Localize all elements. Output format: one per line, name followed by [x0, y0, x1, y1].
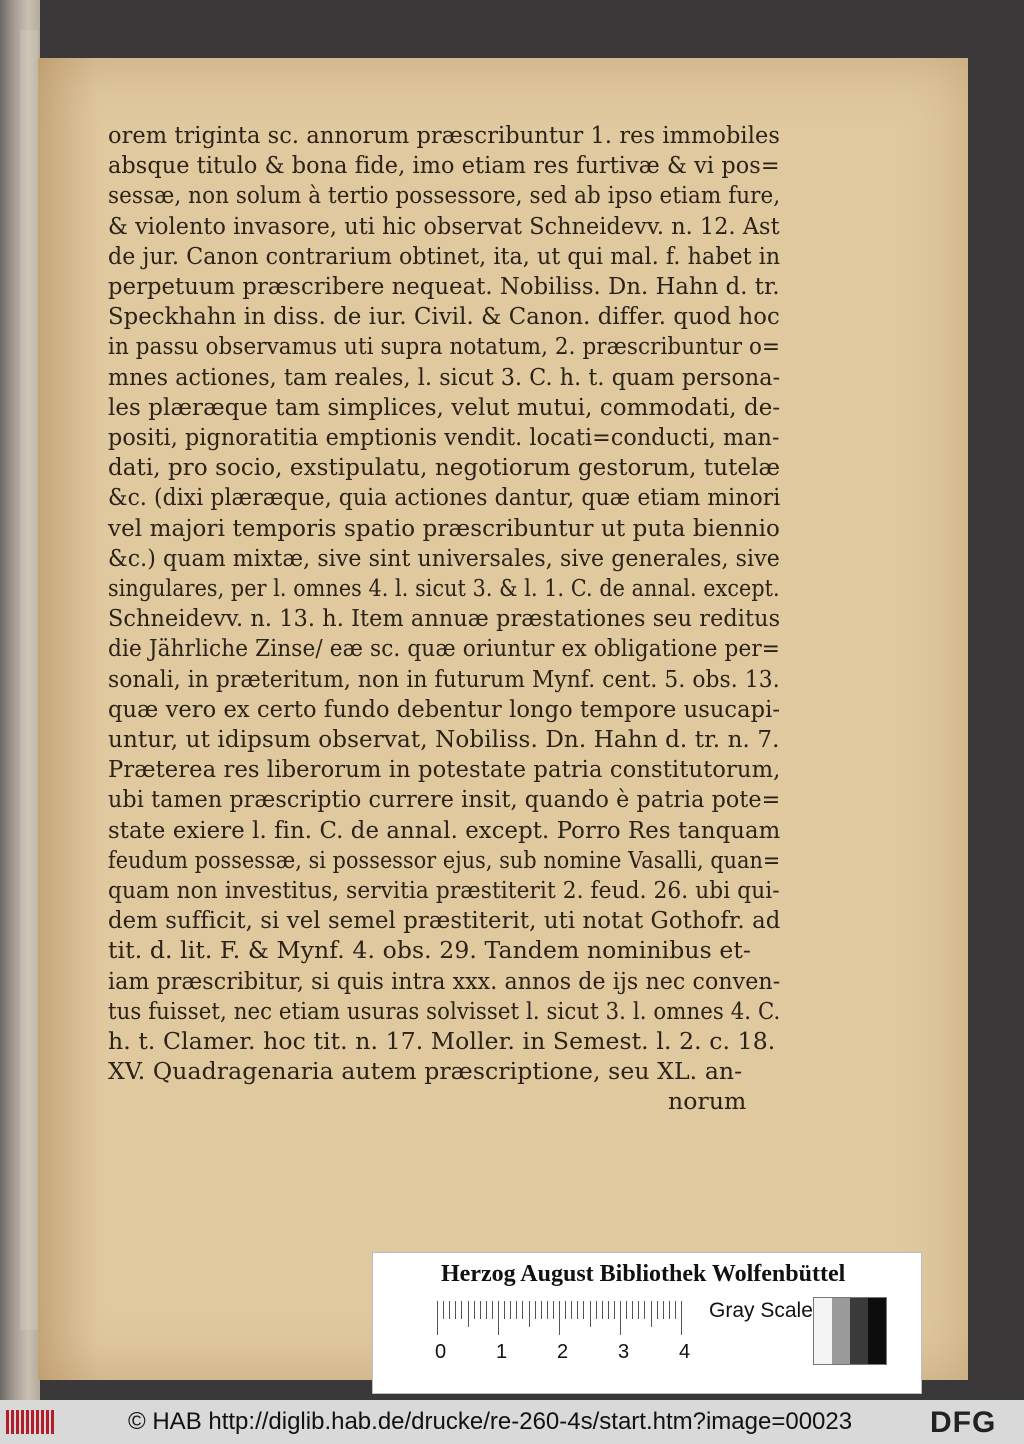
text-line: sonali, in præteritum, non in futurum Mynf. cent. 5. obs. 13.	[108, 664, 780, 693]
text-line: untur, ut idipsum observat, Nobiliss. Dn. Hahn d. tr. n. 7.	[108, 725, 780, 753]
scale-tick	[651, 1301, 652, 1327]
scale-tick	[590, 1301, 591, 1327]
text-line: iam præscribitur, si quis intra xxx. annos de ijs nec conven-	[108, 966, 781, 995]
text-line: Præterea res liberorum in potestate patria constitutorum,	[108, 755, 781, 784]
scale-tick	[443, 1301, 444, 1319]
text-line: perpetuum præscribere nequeat. Nobiliss. Dn. Hahn d. tr.	[108, 272, 780, 300]
scale-tick	[522, 1301, 523, 1319]
text-line: tus fuisset, nec etiam usuras solvisset l. sicut 3. l. omnes 4. C.	[108, 996, 781, 1025]
scale-tick	[480, 1301, 481, 1319]
scale-number: 0	[435, 1341, 447, 1363]
scale-tick	[638, 1301, 639, 1319]
scale-tick	[553, 1301, 554, 1319]
scale-tick	[632, 1301, 633, 1319]
gray-scale-label: Gray Scale	[709, 1299, 813, 1322]
text-line: Speckhahn in diss. de iur. Civil. & Canon. differ. quod hoc	[108, 302, 780, 331]
scale-tick	[541, 1301, 542, 1319]
scale-tick	[626, 1301, 627, 1319]
text-line: XV. Quadragenaria autem præscriptione, seu XL. an-	[108, 1057, 743, 1086]
scale-tick	[608, 1301, 609, 1319]
text-line: Schneidevv. n. 13. h. Item annuæ præstationes seu reditus	[108, 604, 781, 633]
scale-tick	[657, 1301, 658, 1319]
text-line: tit. d. lit. F. & Mynf. 4. obs. 29. Tandem nominibus et-	[108, 936, 751, 965]
scale-tick	[449, 1301, 450, 1319]
text-line: mnes actiones, tam reales, l. sicut 3. C. h. t. quam persona-	[108, 362, 781, 391]
centimeter-scale	[437, 1301, 699, 1337]
book-page	[38, 58, 968, 1380]
scale-tick	[644, 1301, 645, 1319]
text-line: dati, pro socio, exstipulatu, negotiorum gestorum, tutelæ	[108, 453, 781, 482]
scale-tick	[675, 1301, 676, 1319]
hab-barcode-logo-icon	[6, 1410, 54, 1434]
scale-tick	[468, 1301, 469, 1327]
gray-scale-swatch	[813, 1297, 887, 1365]
scale-tick	[669, 1301, 670, 1319]
scale-tick	[455, 1301, 456, 1319]
scale-tick	[510, 1301, 511, 1319]
scale-number: 1	[496, 1341, 508, 1363]
catchword: norum	[668, 1087, 747, 1116]
scale-tick	[535, 1301, 536, 1319]
text-line: dem sufficit, si vel semel præstiterit, uti notat Gothofr. ad	[108, 906, 781, 935]
text-line: h. t. Clamer. hoc tit. n. 17. Moller. in Semest. l. 2. c. 18.	[108, 1027, 776, 1055]
scale-tick	[529, 1301, 530, 1327]
scale-tick	[571, 1301, 572, 1319]
text-line: &c.) quam mixtæ, sive sint universales, sive generales, sive	[108, 543, 780, 572]
color-calibration-card	[372, 1252, 922, 1394]
scale-tick	[577, 1301, 578, 1319]
scale-tick	[602, 1301, 603, 1319]
scale-number: 4	[679, 1341, 691, 1363]
scale-tick	[437, 1301, 438, 1335]
text-line: state exiere l. fin. C. de annal. except. Porro Res tanquam	[108, 815, 781, 844]
text-line: les plæræque tam simplices, velut mutui, commodati, de-	[108, 392, 781, 421]
dfg-logo: DFG	[930, 1406, 997, 1439]
scale-tick	[498, 1301, 499, 1335]
scale-tick	[565, 1301, 566, 1319]
text-line: positi, pignoratitia emptionis vendit. locati=conducti, man-	[108, 423, 780, 451]
text-line: die Jährliche Zinse/ eæ sc. quæ oriuntur ex obligatione per=	[108, 634, 780, 663]
gray-swatch	[850, 1298, 868, 1364]
scale-tick	[516, 1301, 517, 1319]
gray-swatch	[868, 1298, 886, 1364]
scale-tick	[547, 1301, 548, 1319]
text-line: singulares, per l. omnes 4. l. sicut 3. & l. 1. C. de annal. except.	[108, 574, 780, 602]
text-line: de jur. Canon contrarium obtinet, ita, ut qui mal. f. habet in	[108, 241, 781, 270]
text-line: &c. (dixi plæræque, quia actiones dantur, quæ etiam minori	[108, 483, 781, 512]
text-line: sessæ, non solum à tertio possessore, sed ab ipso etiam fure,	[108, 181, 781, 210]
page-edge	[20, 30, 38, 1330]
gray-swatch	[814, 1298, 832, 1364]
scale-tick	[620, 1301, 621, 1335]
scale-tick	[461, 1301, 462, 1319]
scale-tick	[596, 1301, 597, 1319]
scale-tick	[663, 1301, 664, 1319]
scale-tick	[681, 1301, 682, 1335]
source-url[interactable]: © HAB http://diglib.hab.de/drucke/re-260-4s/start.htm?image=00023	[128, 1408, 853, 1435]
text-line: absque titulo & bona fide, imo etiam res furtivæ & vi pos=	[108, 151, 780, 180]
library-name: Herzog August Bibliothek Wolfenbüttel	[441, 1261, 846, 1287]
text-line: feudum possessæ, si possessor ejus, sub nomine Vasalli, quan=	[108, 845, 781, 874]
scale-tick	[474, 1301, 475, 1319]
text-line: vel majori temporis spatio præscribuntur ut puta biennio	[108, 513, 780, 542]
text-line: orem triginta sc. annorum præscribuntur 1. res immobiles	[108, 121, 780, 149]
scale-tick	[486, 1301, 487, 1319]
text-line: quæ vero ex certo fundo debentur longo tempore usucapi-	[108, 694, 781, 723]
viewer-footer	[0, 1400, 1024, 1444]
scale-tick	[559, 1301, 560, 1335]
scale-tick	[504, 1301, 505, 1319]
scale-number: 2	[557, 1341, 569, 1363]
scale-tick	[614, 1301, 615, 1319]
scale-number: 3	[618, 1341, 630, 1363]
text-line: quam non investitus, servitia præstiterit 2. feud. 26. ubi qui-	[108, 876, 780, 904]
text-line: ubi tamen præscriptio currere insit, quando è patria pote=	[108, 785, 781, 814]
scale-tick	[492, 1301, 493, 1319]
text-line: in passu observamus uti supra notatum, 2. præscribuntur o=	[108, 332, 781, 361]
text-line: & violento invasore, uti hic observat Schneidevv. n. 12. Ast	[108, 211, 780, 240]
book-spine-edge	[0, 0, 40, 1400]
scale-tick	[583, 1301, 584, 1319]
gray-swatch	[832, 1298, 850, 1364]
